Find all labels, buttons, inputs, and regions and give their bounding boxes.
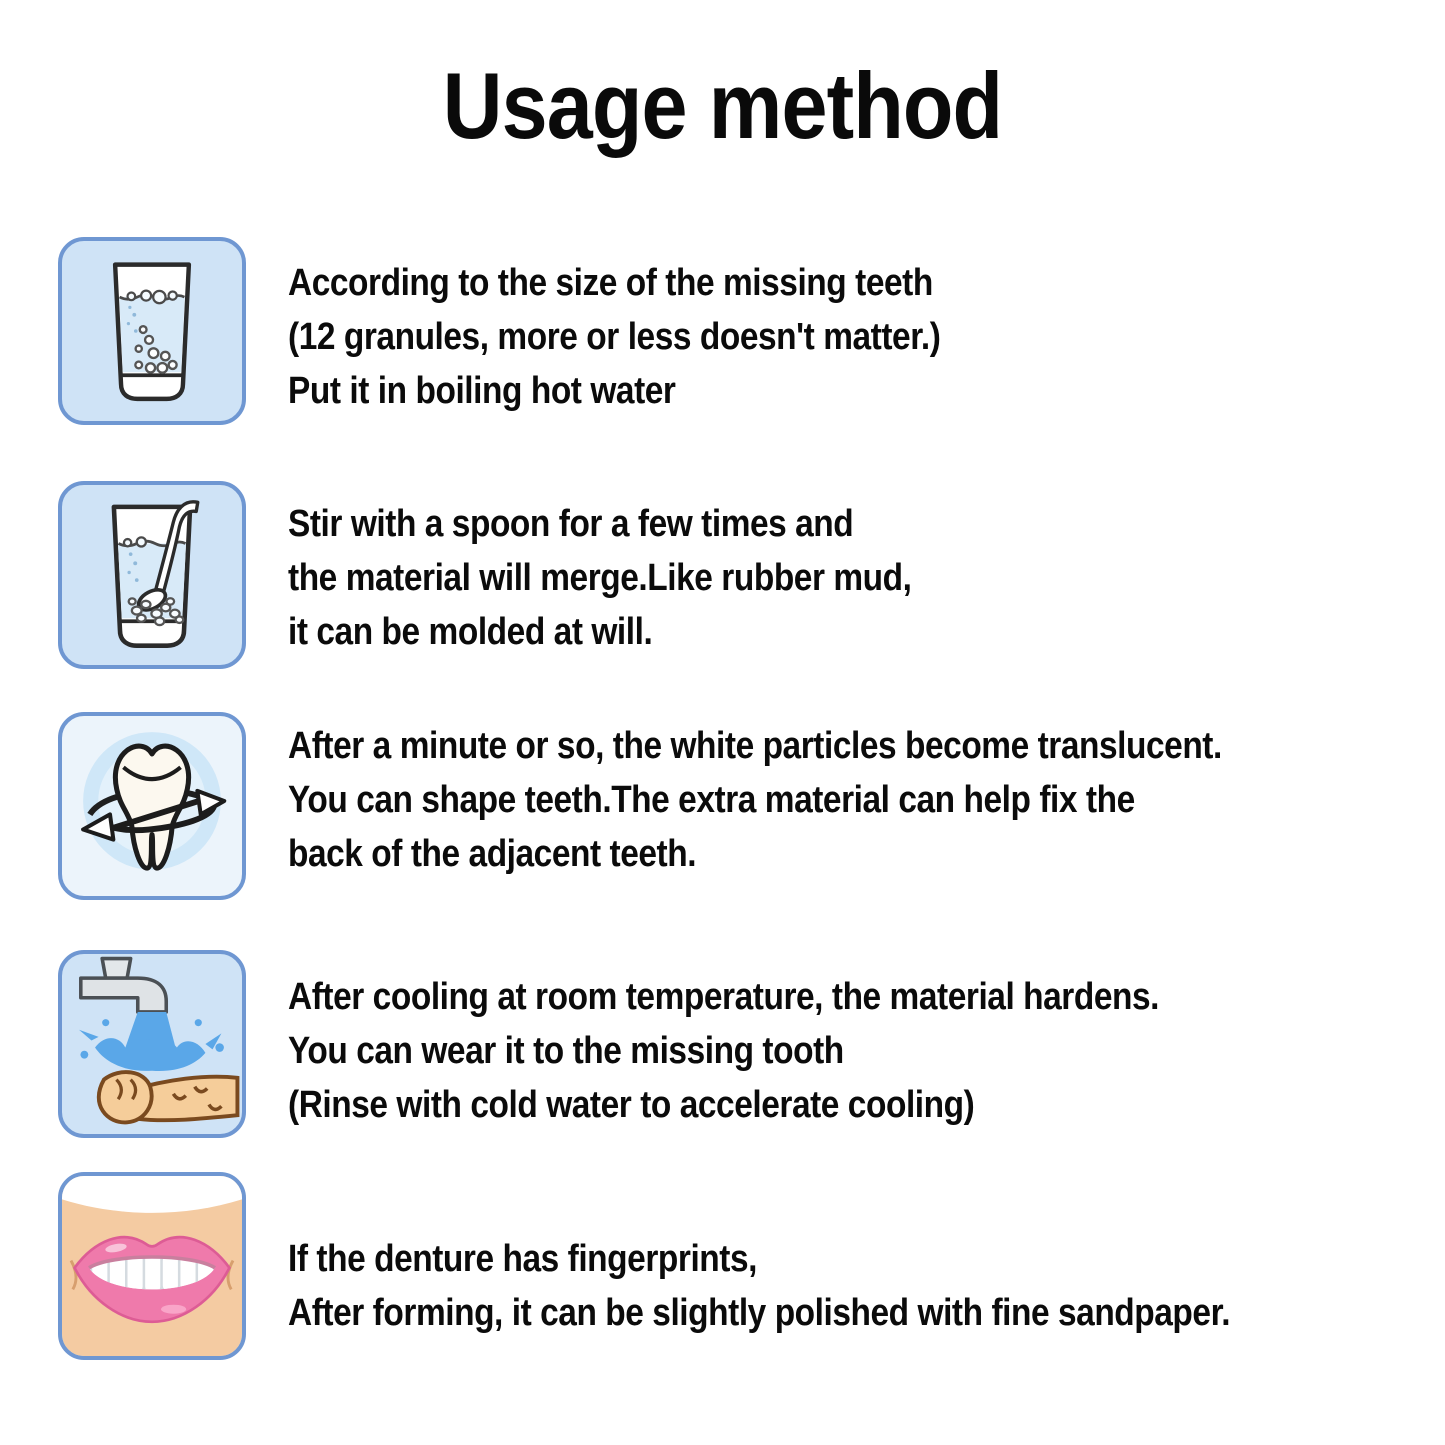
step-4-icon-tile [58,950,246,1138]
tooth-rotation-arrow-icon [68,722,236,890]
step-5-text [288,1232,1230,1340]
step-4-line-2: You can wear it to the missing tooth [288,1030,844,1072]
step-2-text [288,497,912,659]
step-4-line-3: (Rinse with cold water to accelerate cooling) [288,1084,975,1126]
step-1-line-1: According to the size of the missing teeth [288,262,933,304]
step-1-line-3: Put it in boiling hot water [288,370,676,412]
step-2-line-1: Stir with a spoon for a few times and [288,503,854,545]
step-2-line-2: the material will merge.Like rubber mud, [288,557,912,599]
step-1-icon-tile [58,237,246,425]
glass-spoon-stir-icon [91,498,213,653]
water-glass-granules-icon [93,255,211,407]
step-4-text [288,970,1159,1132]
step-1-line-2: (12 granules, more or less doesn't matter.) [288,316,941,358]
step-5-line-1: If the denture has fingerprints, [288,1238,757,1280]
step-3-line-1: After a minute or so, the white particles become translucent. [288,725,1222,767]
step-4-line-1: After cooling at room temperature, the material hardens. [288,976,1160,1018]
step-3-text [288,719,1222,881]
step-3-icon-tile [58,712,246,900]
step-2-line-3: it can be molded at will. [288,611,653,653]
smiling-mouth-teeth-icon [62,1176,242,1356]
page-title: Usage method [442,53,1003,158]
step-1-text [288,256,940,418]
faucet-rinse-hands-icon [63,955,241,1133]
step-5-line-2: After forming, it can be slightly polished with fine sandpaper. [288,1292,1231,1334]
step-2-icon-tile [58,481,246,669]
step-3-line-3: back of the adjacent teeth. [288,833,697,875]
step-3-line-2: You can shape teeth.The extra material can help fix the [288,779,1135,821]
step-5-icon-tile [58,1172,246,1360]
